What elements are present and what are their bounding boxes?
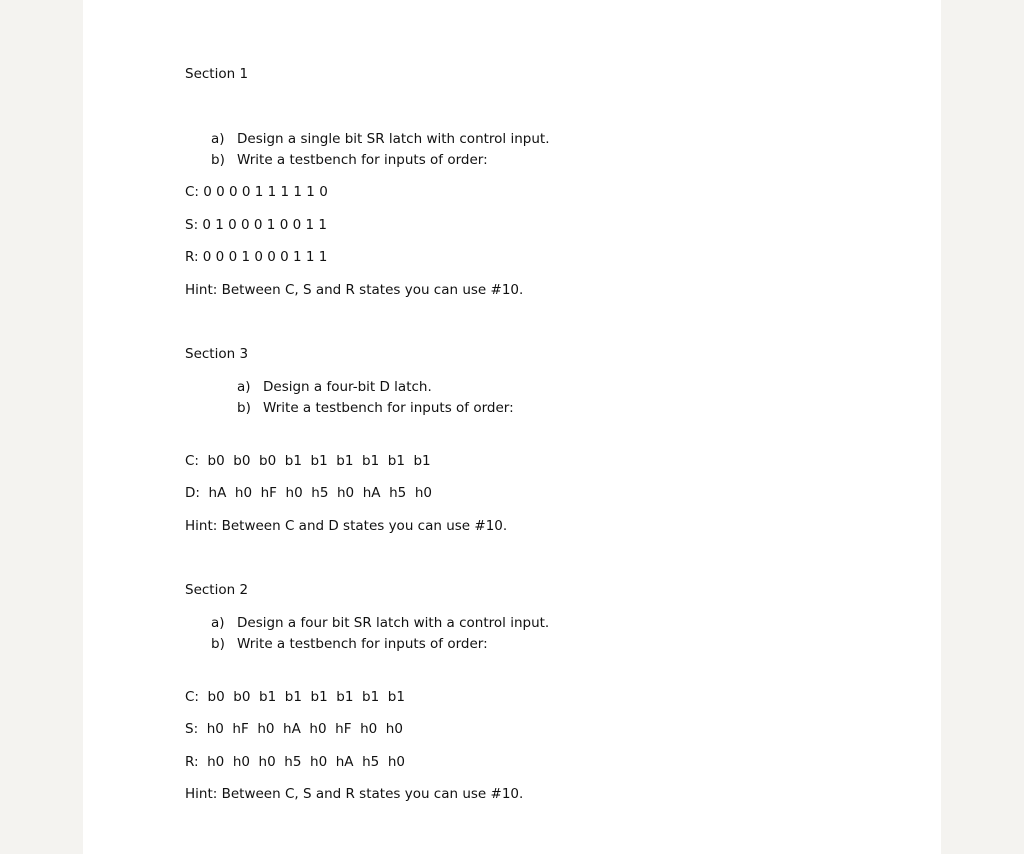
section-3-d-line: D: hA h0 hF h0 h5 h0 hA h5 h0 bbox=[185, 485, 432, 501]
section-1-item-a-marker: a) bbox=[211, 131, 225, 147]
section-3-item-b-marker: b) bbox=[237, 400, 251, 416]
section-2-item-b-marker: b) bbox=[211, 636, 225, 652]
section-3-heading: Section 3 bbox=[185, 346, 249, 362]
section-1-c-line: C: 0 0 0 0 1 1 1 1 1 0 bbox=[185, 184, 328, 200]
section-2-heading: Section 2 bbox=[185, 582, 249, 598]
section-2-item-b: Write a testbench for inputs of order: bbox=[237, 636, 488, 652]
section-3-item-b: Write a testbench for inputs of order: bbox=[263, 400, 514, 416]
section-3-c-line: C: b0 b0 b0 b1 b1 b1 b1 b1 b1 bbox=[185, 453, 431, 469]
section-1-hint: Hint: Between C, S and R states you can use #10. bbox=[185, 282, 524, 298]
section-2-hint: Hint: Between C, S and R states you can use #10. bbox=[185, 786, 524, 802]
section-2-c-line: C: b0 b0 b1 b1 b1 b1 b1 b1 bbox=[185, 689, 405, 705]
section-1-item-b: Write a testbench for inputs of order: bbox=[237, 152, 488, 168]
section-1-r-line: R: 0 0 0 1 0 0 0 1 1 1 bbox=[185, 249, 328, 265]
section-3-item-a-marker: a) bbox=[237, 379, 251, 395]
section-1-heading: Section 1 bbox=[185, 66, 249, 82]
section-2-item-a-marker: a) bbox=[211, 615, 225, 631]
section-2-r-line: R: h0 h0 h0 h5 h0 hA h5 h0 bbox=[185, 754, 405, 770]
section-1-item-b-marker: b) bbox=[211, 152, 225, 168]
section-1-item-a: Design a single bit SR latch with control input. bbox=[237, 131, 550, 147]
section-3-item-a: Design a four-bit D latch. bbox=[263, 379, 432, 395]
section-2-s-line: S: h0 hF h0 hA h0 hF h0 h0 bbox=[185, 721, 403, 737]
section-2-item-a: Design a four bit SR latch with a control input. bbox=[237, 615, 550, 631]
document-page bbox=[83, 0, 941, 854]
section-3-hint: Hint: Between C and D states you can use #10. bbox=[185, 518, 508, 534]
section-1-s-line: S: 0 1 0 0 0 1 0 0 1 1 bbox=[185, 217, 327, 233]
